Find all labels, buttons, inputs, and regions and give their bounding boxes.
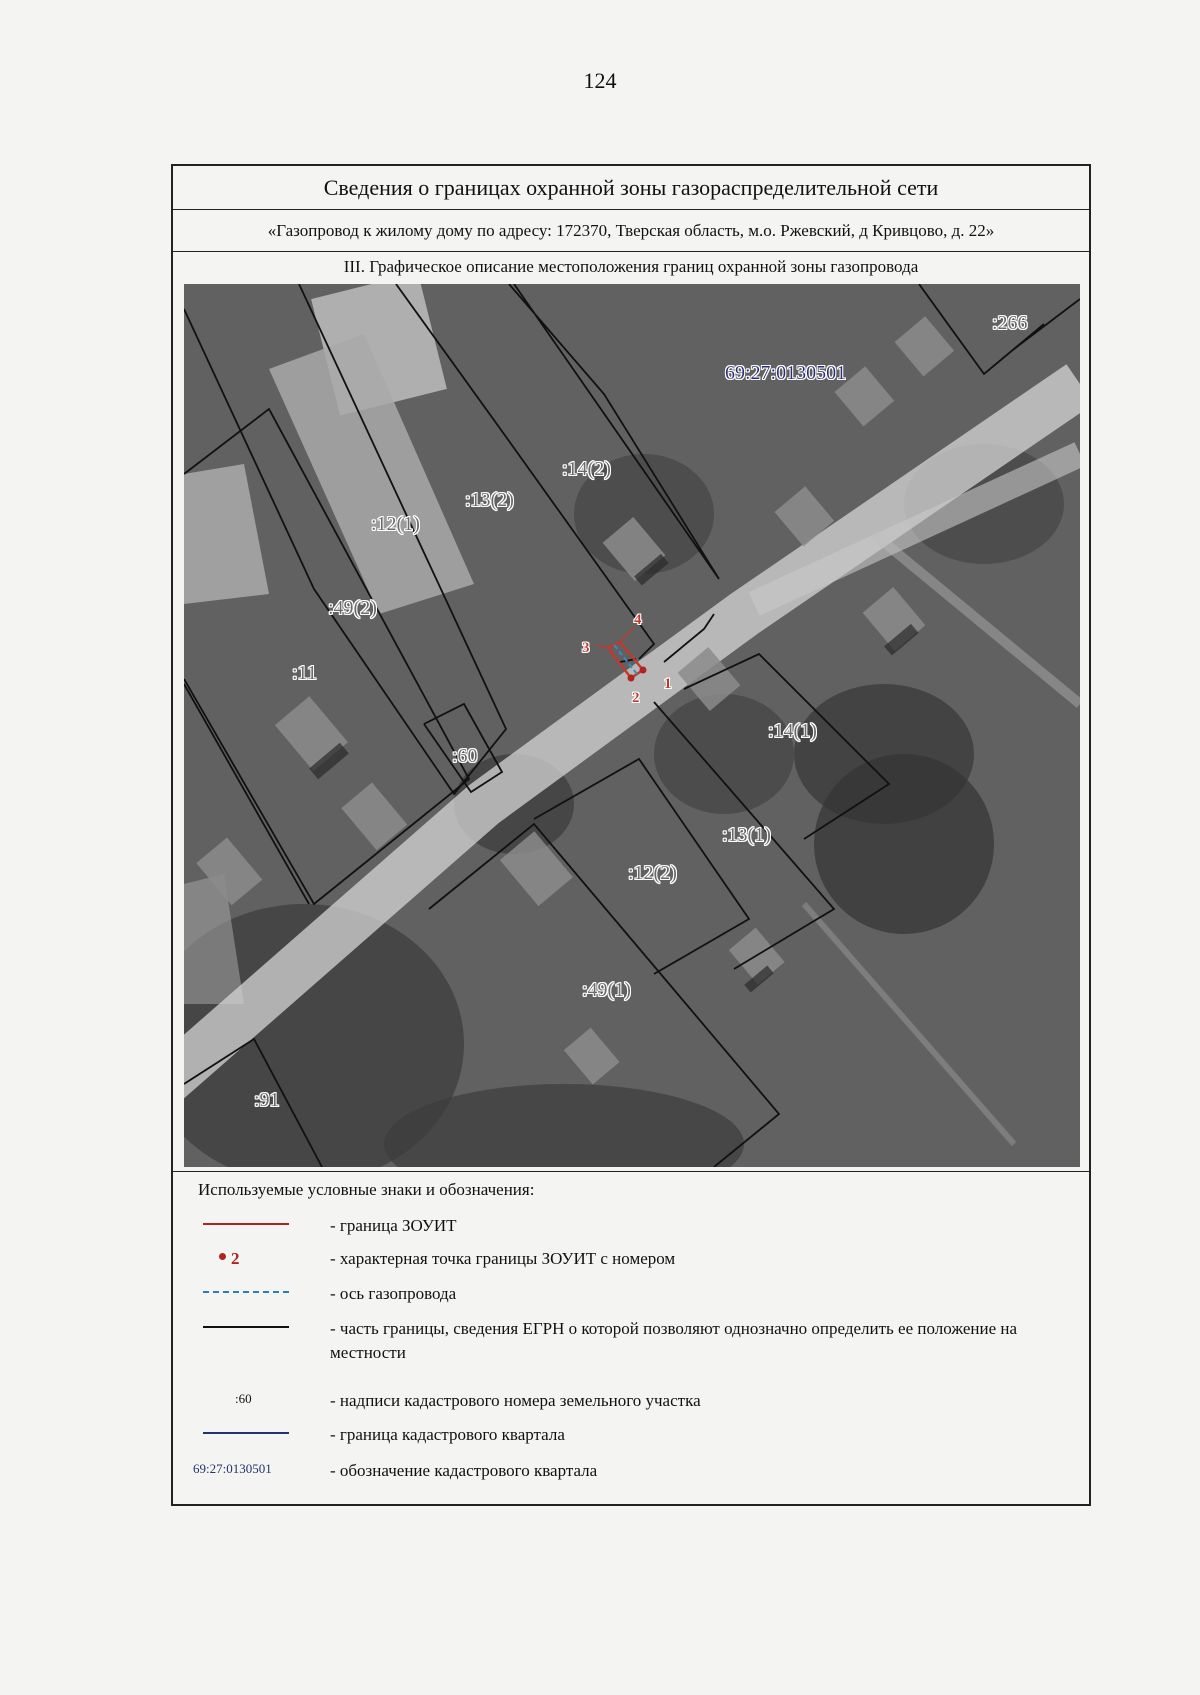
legend-text-point: - характерная точка границы ЗОУИТ с номером — [330, 1249, 676, 1268]
parcel-label-13-1: :13(1) — [722, 824, 771, 846]
parcel-label-12-1: :12(1) — [371, 513, 420, 535]
legend-item-gas-axis — [173, 1278, 1089, 1308]
cadastral-map — [184, 284, 1080, 1167]
cadastral-quarter-label: 69:27:0130501 — [725, 362, 847, 384]
point-1-label: 1 — [664, 676, 672, 692]
document-title: Сведения о границах охранной зоны газораспределительной сети — [173, 166, 1089, 210]
point-2-label: 2 — [632, 690, 640, 706]
legend-text-parcel-boundary: - часть границы, сведения ЕГРН о которой позволяют однозначно определить ее положение на местности — [330, 1319, 1018, 1362]
parcel-label-266: :266 — [992, 312, 1028, 334]
parcel-label-symbol: :60 — [235, 1391, 252, 1406]
zone-boundary-symbol — [203, 1223, 289, 1225]
parcel-label-12-2: :12(2) — [628, 862, 677, 884]
map-svg — [184, 284, 1080, 1167]
section-title: III. Графическое описание местоположения границ охранной зоны газопровода — [343, 257, 919, 276]
parcel-label-60: :60 — [452, 745, 478, 767]
quarter-label-symbol: 69:27:0130501 — [193, 1461, 272, 1476]
parcel-label-11: :11 — [292, 662, 317, 684]
page-number: 124 — [583, 68, 617, 93]
point-4-label: 4 — [634, 612, 642, 628]
quarter-boundary-symbol — [203, 1432, 289, 1434]
legend-text-gas-axis: - ось газопровода — [330, 1284, 457, 1303]
parcel-label-13-2: :13(2) — [465, 489, 514, 511]
legend-item-quarter-boundary — [173, 1419, 1089, 1449]
legend-text-quarter-boundary: - граница кадастрового квартала — [330, 1425, 565, 1444]
parcel-label-49-1: :49(1) — [582, 979, 631, 1001]
parcel-label-49-2: :49(2) — [328, 597, 377, 619]
point-2-marker — [628, 675, 635, 682]
point-1-marker — [640, 667, 647, 674]
parcel-label-14-1: :14(1) — [768, 720, 817, 742]
legend-item-parcel-boundary — [173, 1313, 1089, 1362]
parcel-label-91: :91 — [254, 1089, 280, 1111]
parcel-boundary-symbol — [203, 1326, 289, 1328]
legend-text-quarter-label: - обозначение кадастрового квартала — [330, 1461, 598, 1480]
parcel-label-14-2: :14(2) — [562, 458, 611, 480]
point-symbol-dot — [219, 1253, 226, 1260]
legend — [173, 1171, 1089, 1507]
legend-text-zone-boundary: - граница ЗОУИТ — [330, 1216, 457, 1235]
point-symbol-number: 2 — [231, 1249, 240, 1268]
legend-item-parcel-label — [173, 1385, 1089, 1415]
gas-axis-symbol — [203, 1291, 289, 1293]
legend-heading: Используемые условные знаки и обозначения: — [198, 1180, 535, 1199]
point-3-label: 3 — [582, 640, 590, 656]
legend-item-zone-boundary — [173, 1210, 1089, 1240]
object-description: «Газопровод к жилому дому по адресу: 172370, Тверская область, м.о. Ржевский, д Кривцово, д. 22» — [173, 210, 1089, 252]
document-frame — [171, 164, 1091, 1506]
legend-item-point — [173, 1243, 1089, 1273]
legend-item-quarter-label — [173, 1455, 1089, 1485]
legend-text-parcel-label: - надписи кадастрового номера земельного участка — [330, 1391, 701, 1410]
